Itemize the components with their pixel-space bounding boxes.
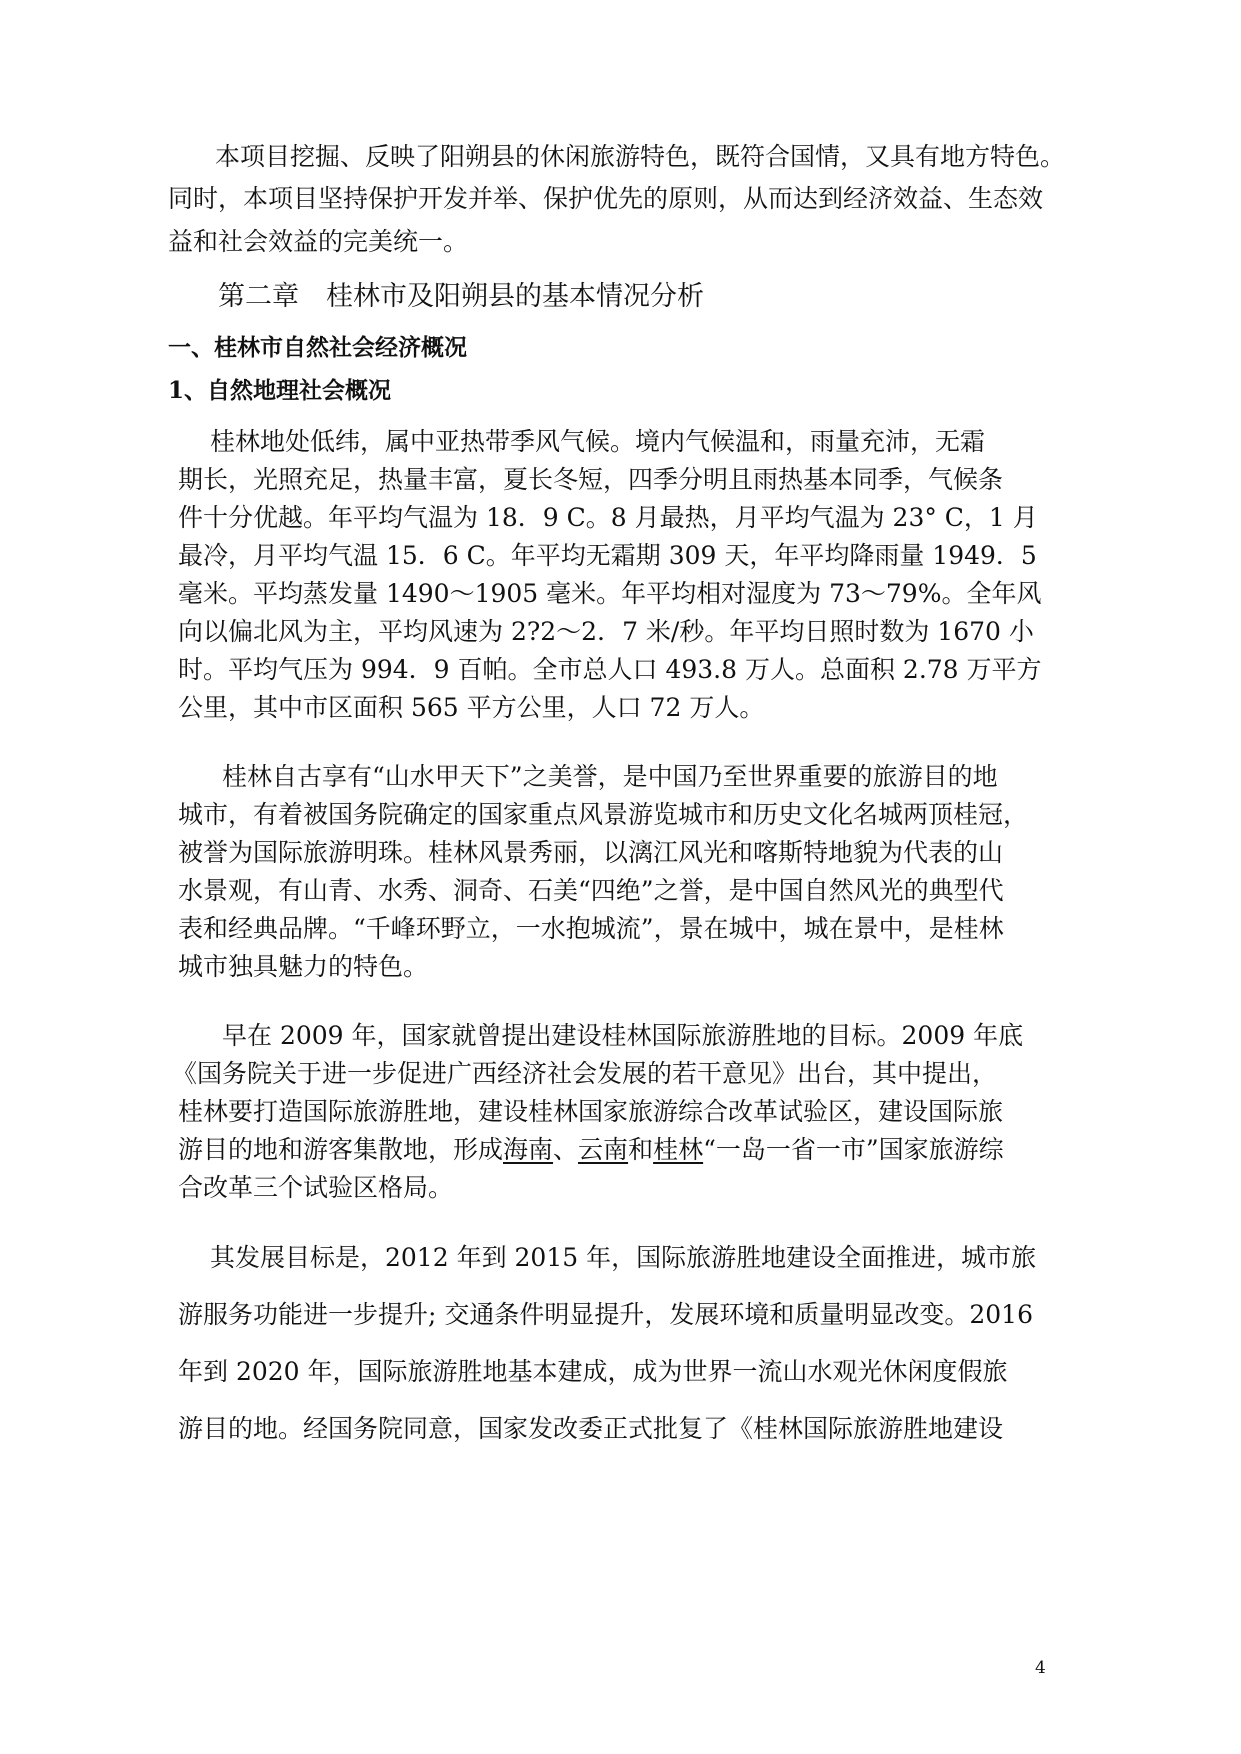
chapter-title: 第二章 桂林市及阳朔县的基本情况分析: [218, 281, 704, 312]
guilin-link[interactable]: 桂林: [653, 1135, 704, 1164]
climate-line-8: 公里，其中市区面积 565 平方公里，人口 72 万人。: [178, 693, 765, 722]
goal2009-line-4-start: 游目的地和游客集散地，形成: [178, 1135, 504, 1164]
goal2009-line-1: 早在 2009 年，国家就曾提出建设桂林国际旅游胜地的目标。2009 年底: [222, 1021, 1024, 1050]
climate-line-7: 时。平均气压为 994．9 百帕。全市总人口 493.8 万人。总面积 2.78 万平方: [178, 655, 1042, 684]
goal2009-line-2: 《国务院关于进一步促进广西经济社会发展的若干意见》出台，其中提出，: [172, 1059, 998, 1088]
climate-line-5: 毫米。平均蒸发量 1490～1905 毫米。年平均相对湿度为 73～79%。全年风: [178, 579, 1042, 608]
climate-line-1: 桂林地处低纬，属中亚热带季风气候。境内气候温和，雨量充沛，无霜: [210, 427, 986, 456]
intro-line-2: 同时，本项目坚持保护开发并举、保护优先的原则，从而达到经济效益、生态效: [168, 184, 1044, 213]
scenery-line-5: 表和经典品牌。“千峰环野立，一水抱城流”，景在城中，城在景中，是桂林: [178, 914, 1004, 943]
subsection-heading: 1、自然地理社会概况: [168, 377, 392, 404]
scenery-line-1: 桂林自古享有“山水甲天下”之美誉，是中国乃至世界重要的旅游目的地: [222, 762, 998, 791]
goal2009-line-5: 合改革三个试验区格局。: [178, 1173, 454, 1202]
climate-line-3: 件十分优越。年平均气温为 18．9 C。8 月最热，月平均气温为 23° C，1 月: [178, 503, 1038, 532]
conjunction: 和: [628, 1135, 654, 1164]
devgoal-line-3: 年到 2020 年，国际旅游胜地基本建成，成为世界一流山水观光休闲度假旅: [178, 1357, 1008, 1386]
section-heading: 一、桂林市自然社会经济概况: [168, 334, 467, 361]
climate-line-4: 最冷，月平均气温 15．6 C。年平均无霜期 309 天，年平均降雨量 1949．5: [178, 541, 1037, 570]
intro-line-1: 本项目挖掘、反映了阳朔县的休闲旅游特色，既符合国情，又具有地方特色。: [215, 142, 1066, 171]
devgoal-line-2: 游服务功能进一步提升; 交通条件明显提升，发展环境和质量明显改变。2016: [178, 1300, 1033, 1329]
climate-line-6: 向以偏北风为主，平均风速为 2?2～2．7 米/秒。年平均日照时数为 1670 小: [178, 617, 1034, 646]
scenery-line-6: 城市独具魅力的特色。: [178, 952, 429, 981]
separator: 、: [553, 1135, 579, 1164]
goal2009-line-4-end: “一岛一省一市”国家旅游综: [703, 1135, 1004, 1164]
devgoal-line-1: 其发展目标是，2012 年到 2015 年，国际旅游胜地建设全面推进，城市旅: [210, 1243, 1037, 1272]
goal2009-line-4: [178, 1135, 1004, 1165]
devgoal-line-4: 游目的地。经国务院同意，国家发改委正式批复了《桂林国际旅游胜地建设: [178, 1414, 1004, 1443]
page-number: 4: [1035, 1658, 1046, 1678]
intro-line-3: 益和社会效益的完美统一。: [168, 227, 469, 256]
scenery-line-2: 城市，有着被国务院确定的国家重点风景游览城市和历史文化名城两顶桂冠，: [178, 800, 1029, 829]
scenery-line-4: 水景观，有山青、水秀、洞奇、石美“四绝”之誉，是中国自然风光的典型代: [178, 876, 1004, 905]
hainan-link[interactable]: 海南: [503, 1135, 554, 1164]
goal2009-line-3: 桂林要打造国际旅游胜地，建设桂林国家旅游综合改革试验区，建设国际旅: [178, 1097, 1004, 1126]
yunnan-link[interactable]: 云南: [578, 1135, 629, 1164]
climate-line-2: 期长，光照充足，热量丰富，夏长冬短，四季分明且雨热基本同季，气候条: [178, 465, 1004, 494]
scenery-line-3: 被誉为国际旅游明珠。桂林风景秀丽，以漓江风光和喀斯特地貌为代表的山: [178, 838, 1004, 867]
